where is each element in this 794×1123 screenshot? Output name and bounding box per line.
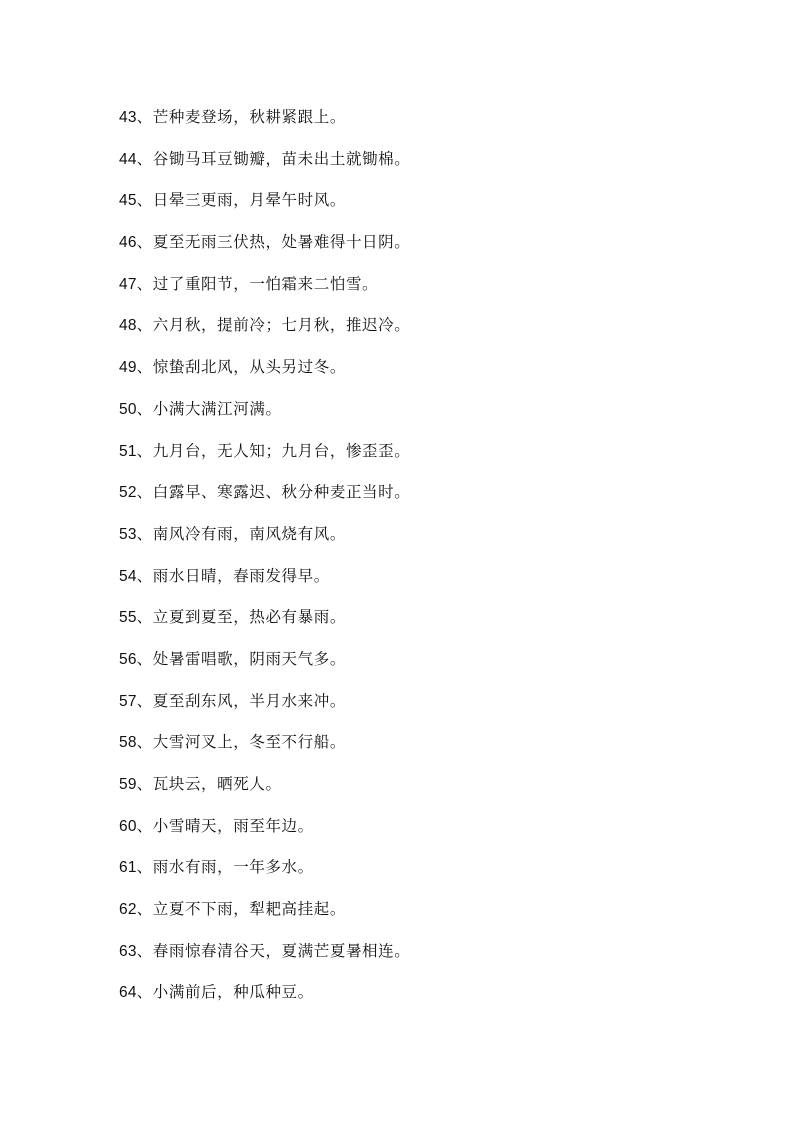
proverb-number: 63 [119, 942, 137, 960]
proverb-text: 、谷锄马耳豆锄瓣，苗未出土就锄棉。 [136, 149, 411, 168]
proverb-text: 、雨水有雨，一年多水。 [136, 858, 314, 877]
proverb-number: 55 [119, 609, 137, 627]
proverb-number: 62 [119, 901, 137, 919]
proverb-text: 、小雪晴天，雨至年边。 [136, 816, 314, 835]
proverb-item [119, 313, 410, 355]
proverb-number: 64 [119, 984, 137, 1002]
proverb-text: 、春雨惊春清谷天，夏满芒夏暑相连。 [136, 941, 411, 960]
proverb-text: 、九月台，无人知；九月台，惨歪歪。 [136, 441, 411, 460]
proverb-number: 49 [119, 359, 137, 377]
proverb-text: 、芒种麦登场，秋耕紧跟上。 [136, 108, 346, 126]
proverb-item [119, 814, 410, 856]
proverb-item [119, 522, 410, 564]
proverb-number: 46 [119, 234, 137, 252]
proverb-number: 60 [119, 817, 137, 835]
proverb-number: 52 [119, 484, 137, 502]
proverb-text: 、瓦块云，晒死人。 [136, 775, 282, 793]
proverb-item [119, 730, 410, 772]
proverb-number: 53 [119, 525, 137, 543]
proverb-item [119, 647, 410, 689]
proverb-item [119, 272, 410, 314]
proverb-item [119, 939, 410, 981]
proverb-text: 、小满前后，种瓜种豆。 [136, 983, 314, 1002]
proverb-number: 58 [119, 734, 137, 752]
proverb-number: 54 [119, 567, 137, 585]
proverb-text: 、夏至刮东风，半月水来冲。 [136, 691, 346, 710]
proverb-list [119, 105, 410, 1022]
proverb-text: 、立夏到夏至，热必有暴雨。 [136, 608, 346, 627]
proverb-text: 、处暑雷唱歌，阴雨天气多。 [136, 649, 346, 668]
proverb-item [119, 355, 410, 397]
proverb-item [119, 397, 410, 439]
proverb-number: 50 [119, 400, 137, 418]
proverb-text: 、大雪河叉上，冬至不行船。 [136, 733, 346, 752]
proverb-text: 、小满大满江河满。 [136, 399, 282, 418]
proverb-number: 51 [119, 442, 137, 460]
proverb-text: 、惊蛰刮北风，从头另过冬。 [136, 358, 346, 377]
proverb-text: 、日晕三更雨，月晕午时风。 [136, 191, 346, 210]
proverb-text: 、白露早、寒露迟、秋分种麦正当时。 [136, 483, 411, 502]
proverb-number: 44 [119, 150, 137, 168]
proverb-text: 、立夏不下雨，犁耙高挂起。 [136, 900, 346, 919]
proverb-text: 、夏至无雨三伏热，处暑难得十日阴。 [136, 233, 411, 252]
proverb-item [119, 605, 410, 647]
proverb-number: 48 [119, 317, 137, 335]
proverb-item [119, 147, 410, 189]
proverb-item [119, 480, 410, 522]
proverb-number: 57 [119, 692, 137, 710]
proverb-text: 、六月秋，提前冷；七月秋，推迟冷。 [136, 316, 411, 335]
proverb-item [119, 564, 410, 606]
proverb-item [119, 897, 410, 939]
proverb-item [119, 772, 410, 814]
proverb-item [119, 439, 410, 481]
proverb-text: 、南风冷有雨，南风烧有风。 [136, 524, 346, 543]
proverb-number: 61 [119, 859, 137, 877]
proverb-text: 、过了重阳节，一怕霜来二怕雪。 [136, 274, 379, 293]
proverb-number: 43 [119, 109, 137, 126]
proverb-item [119, 230, 410, 272]
proverb-number: 47 [119, 275, 137, 293]
proverb-item [119, 188, 410, 230]
proverb-item [119, 105, 410, 147]
proverb-number: 59 [119, 776, 137, 793]
proverb-item [119, 980, 410, 1022]
proverb-text: 、雨水日晴，春雨发得早。 [136, 566, 330, 585]
proverb-number: 45 [119, 192, 137, 210]
proverb-item [119, 689, 410, 731]
proverb-item [119, 855, 410, 897]
proverb-number: 56 [119, 650, 137, 668]
